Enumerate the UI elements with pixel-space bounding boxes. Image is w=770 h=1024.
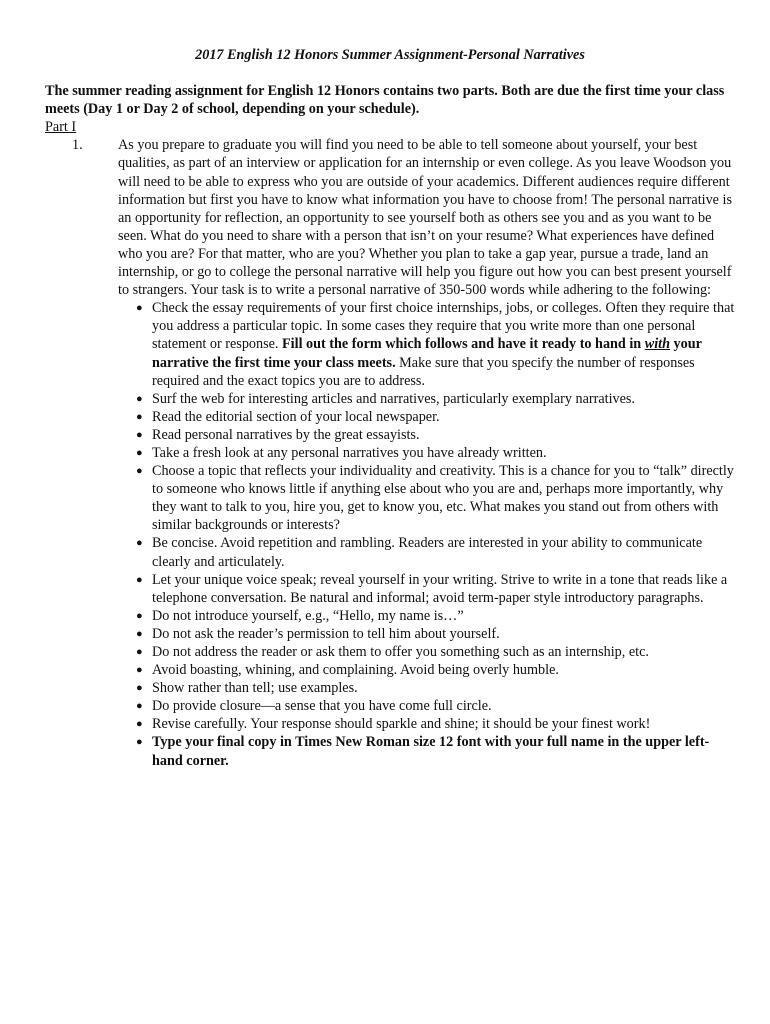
- list-item: [136, 607, 735, 625]
- bullet-bold-text: Fill out the form which follows and have it ready to hand in: [282, 336, 645, 353]
- bullet-text: Read the editorial section of your local newspaper.: [152, 408, 440, 425]
- bullet-icon: ●: [136, 573, 143, 586]
- bullet-icon: ●: [136, 446, 143, 459]
- bullet-text: Let your unique voice speak; reveal yourself in your writing. Strive to write in a tone that reads like a telephone conversation. Be natural and informal; avoid term-paper style introductory paragraphs.: [152, 571, 728, 606]
- list-item: [136, 444, 735, 462]
- bullet-text: Take a fresh look at any personal narratives you have already written.: [152, 444, 547, 461]
- list-item: [136, 408, 735, 426]
- item-body: [118, 136, 735, 769]
- list-item: [136, 661, 735, 679]
- bullet-icon: ●: [136, 646, 143, 658]
- bullet-text: Choose a topic that reflects your individuality and creativity. This is a chance for you to “talk” directly to someone who knows little if anything else about who you are and, perhaps more importantly, why they want to talk to you, hire you, get to know you, etc. What makes you stand out from others with similar backgrounds or interests?: [152, 463, 734, 534]
- item-paragraph: As you prepare to graduate you will find you need to be able to tell someone about yourself, your best qualities, as part of an interview or application for an internship or even college. As you leave Woodson you will need to be able to express who you are outside of your academics. Different audiences require different information but first you have to know what information you have to choose from! The personal narrative is an opportunity for reflection, an opportunity to see yourself both as others see you and as you want to be seen. What do you need to share with a person that isn’t on your resume? What experiences have defined who you are? For that matter, who are you? Whether you plan to take a gap year, pursue a trade, land an internship, or go to college the personal narrative will help you figure out how you can best present yourself to strangers. Your task is to write a personal narrative of 350-500 words while adhering to the following:: [118, 137, 732, 299]
- list-item: [136, 462, 735, 534]
- bullet-icon: ●: [136, 664, 143, 677]
- bullet-text-part: Check the essay requirements of your first choice internships, jobs, or colleges. Often they require that you address a particular topic. In some cases they require that you write more than one personal statement or response.: [152, 300, 735, 353]
- bullet-icon: ●: [136, 736, 143, 749]
- list-item: [136, 625, 735, 643]
- numbered-item: [45, 136, 735, 769]
- bullet-text: Do not address the reader or ask them to offer you something such as an internship, etc.: [152, 644, 649, 660]
- bullet-icon: ●: [136, 700, 143, 713]
- bullet-icon: ●: [136, 392, 143, 405]
- list-item: [136, 643, 735, 661]
- bullet-text: Surf the web for interesting articles and narratives, particularly exemplary narratives.: [152, 390, 635, 407]
- bullet-text: Avoid boasting, whining, and complaining. Avoid being overly humble.: [152, 662, 559, 679]
- bullet-text: Do not ask the reader’s permission to tell him about yourself.: [152, 625, 500, 642]
- item-number: 1.: [72, 137, 83, 154]
- bullet-text: Type your final copy in Times New Roman size 12 font with your full name in the upper left-hand corner.: [152, 734, 710, 769]
- bullet-text: Show rather than tell; use examples.: [152, 680, 358, 697]
- list-item: [136, 571, 735, 607]
- list-item: [136, 299, 735, 389]
- bullet-icon: ●: [136, 609, 143, 622]
- bullet-emphasis-text: with: [644, 336, 670, 353]
- bullet-bold-text: your narrative the first time your class meets.: [152, 336, 702, 371]
- bullet-text-part: Make sure that you specify the number of responses required and the exact topics you are to address.: [152, 354, 695, 389]
- bullet-icon: ●: [136, 627, 143, 640]
- bullet-icon: ●: [136, 465, 143, 478]
- list-item: [136, 697, 735, 715]
- bullet-icon: ●: [136, 410, 143, 423]
- bullet-text: Revise carefully. Your response should sparkle and shine; it should be your finest work!: [152, 716, 651, 733]
- bullet-icon: ●: [136, 718, 143, 731]
- bullet-text: [152, 299, 735, 389]
- list-item: [136, 715, 735, 733]
- bullet-icon: ●: [136, 302, 143, 315]
- list-item: [136, 679, 735, 697]
- bullet-text: Do not introduce yourself, e.g., “Hello, my name is…”: [152, 607, 464, 624]
- bullet-list: [118, 299, 735, 769]
- bullet-text: Be concise. Avoid repetition and rambling. Readers are interested in your ability to communicate clearly and articulately.: [152, 535, 703, 570]
- part-label: Part I: [45, 119, 77, 136]
- document-title: 2017 English 12 Honors Summer Assignment-Personal Narratives: [195, 47, 585, 63]
- bullet-text: Read personal narratives by the great essayists.: [152, 426, 420, 443]
- bullet-icon: ●: [136, 537, 143, 550]
- bullet-text: Do provide closure—a sense that you have come full circle.: [152, 698, 492, 715]
- intro-paragraph: The summer reading assignment for English 12 Honors contains two parts. Both are due the first time your class meets (Day 1 or Day 2 of school, depending on your schedule).: [45, 83, 725, 118]
- list-item: [136, 390, 735, 408]
- bullet-icon: ●: [136, 428, 143, 441]
- document-page: [45, 46, 735, 770]
- list-item: [136, 426, 735, 444]
- list-item: [136, 534, 735, 570]
- bullet-icon: ●: [136, 682, 143, 695]
- list-item: [136, 733, 735, 769]
